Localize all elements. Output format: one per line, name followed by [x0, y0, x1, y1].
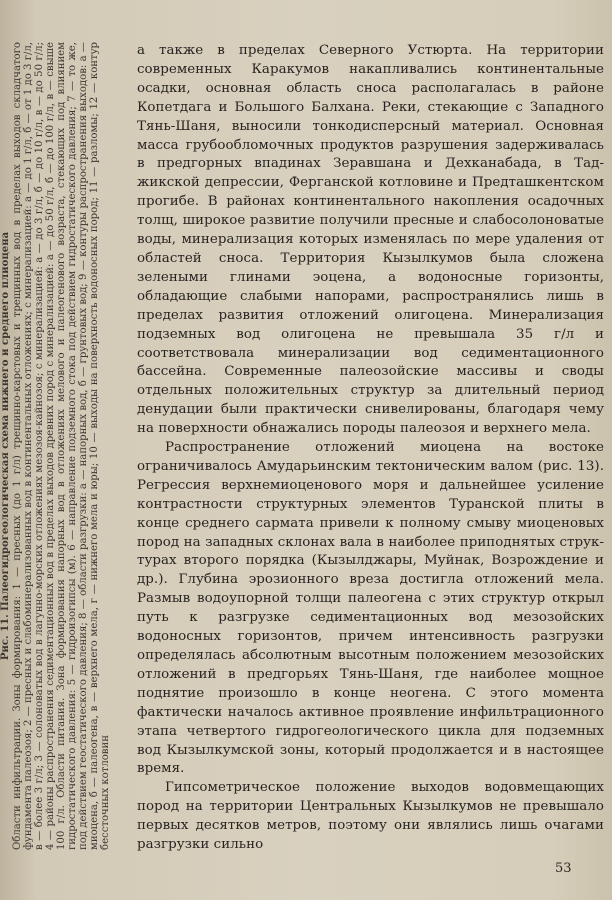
figure-caption-title: Рис. 11. Палеогидрогеологическая схема нижнего и среднего плиоцена	[0, 231, 11, 661]
rotated-figure-caption-area	[0, 42, 124, 850]
paragraph-3: Гипсометрическое положение выходов водовмещающих пород на территории Центральных Кызылкумов не превышало первых десятков метров, поэтому они являлись лишь очагами разгрузки сильно	[137, 780, 604, 853]
main-text-column	[137, 42, 604, 855]
figure-legend-text: Области инфильтрации. Зоны формирования: 1 — пресных (до 1 г/л) трещинно-карстовых и трещинных вод в пределах выходов складчатого фундамента палеозоя; 2 — пресных и слабоминерализованных вод в континентальных отложениях; с минерализацией: а — до 1 г/л, б — от 1 до 3 г/л, в — более 3 г/л; 3 — солоноватых вод в лагунно-морских отложениях мезозоя-кайнозоя; с минерализацией: а — до 3 г/л, б — до 10 г/л, в — до 50 г/л; 4 — районы распространения седиментационных вод в пределах выходов древних пород с минерализацией: а — до 50 г/л, б — до 100 г/л, в — свыше 100 г/л. Области питания. Зона формирования напорных вод в отложениях мелового и палеогенового возраста, стекающих под влиянием гидростатического давления: 5 — гидроизогипсы (м). 6 — направление подземного стока под действием гидростатического давления; 7 — то же, под действием геостатического давления; 8 — области разгрузки: а — напорных вод, б — грунтовых вод; 9 — контуры распространения выходов: а — миоцена, б — палеогена, в — верхнего мела, г — нижнего мела и юры; 10 — выходы на поверхность водоносных пород; 11 — разломы; 12 — контур бессточных котловин	[12, 42, 111, 850]
rotated-figure-caption	[0, 42, 124, 850]
paragraph-1: а также в пределах Северного Устюрта. На территории современных Каракумов накапливались континентальные осадки, основная область сноса располагалась в районе Копетдага и Большого Балхана. Реки, стекающие с Западного Тянь-Шаня, выносили тонкодисперсный материал. Основная масса грубообломочных продуктов разрушения задерживалась в предгорных впадинах Зеравшана и Дехканабада, в Таджикской депрессии, Ферганской котловине и Предташкентском прогибе. В районах континентального накопления осадочных толщ, широкое развитие получили пресные и слабосолоноватые воды, минерализация которых изменялась по мере удаления от областей сноса. Территория Кызылкумов была сложена зелеными глинами эоцена, а водоносные горизонты, обладающие слабыми напорами, распространялись лишь в пределах развития отложений олигоцена. Минерализация подземных вод олигоцена не превышала 35 г/л и соответствовала минерализации вод седиментационного бассейна. Современные палеозойские массивы и своды отдельных положительных структур за длительный период денудации были практически снивелированы, благодаря чему на поверхности обнажались породы палеозоя и верхнего мела.	[137, 43, 604, 437]
paragraph-2: Распространение отложений миоцена на востоке ограничивалось Амударьинским тектоническим валом (рис. 13). Регрессия верхнемиоценового моря и дальнейшее усиление контрастности структурных элементов Туранской плиты в конце среднего сармата привели к полному смыву миоценовых пород на западных склонах вала в наиболее приподнятых структурах второго порядка (Кызылджары, Муйнак, Возрождение и др.). Глубина эрозионного вреза достигла отложений мела. Размыв водоупорной толщи палеогена с этих структур открыл путь к разгрузке седиментационных вод мезозойских водоносных горизонтов, причем интенсивность разгрузки определялась абсолютным высотным положением мезозойских отложений в предгорьях Тянь-Шаня, где наиболее мощное поднятие произошло в конце неогена. С этого момента фактически началось активное проявление инфильтрационного этапа четвертого гидрогеологического цикла для подземных вод Кызылкумской зоны, который продолжается и в настоящее время.	[137, 440, 604, 777]
page-number: 53	[555, 861, 572, 876]
